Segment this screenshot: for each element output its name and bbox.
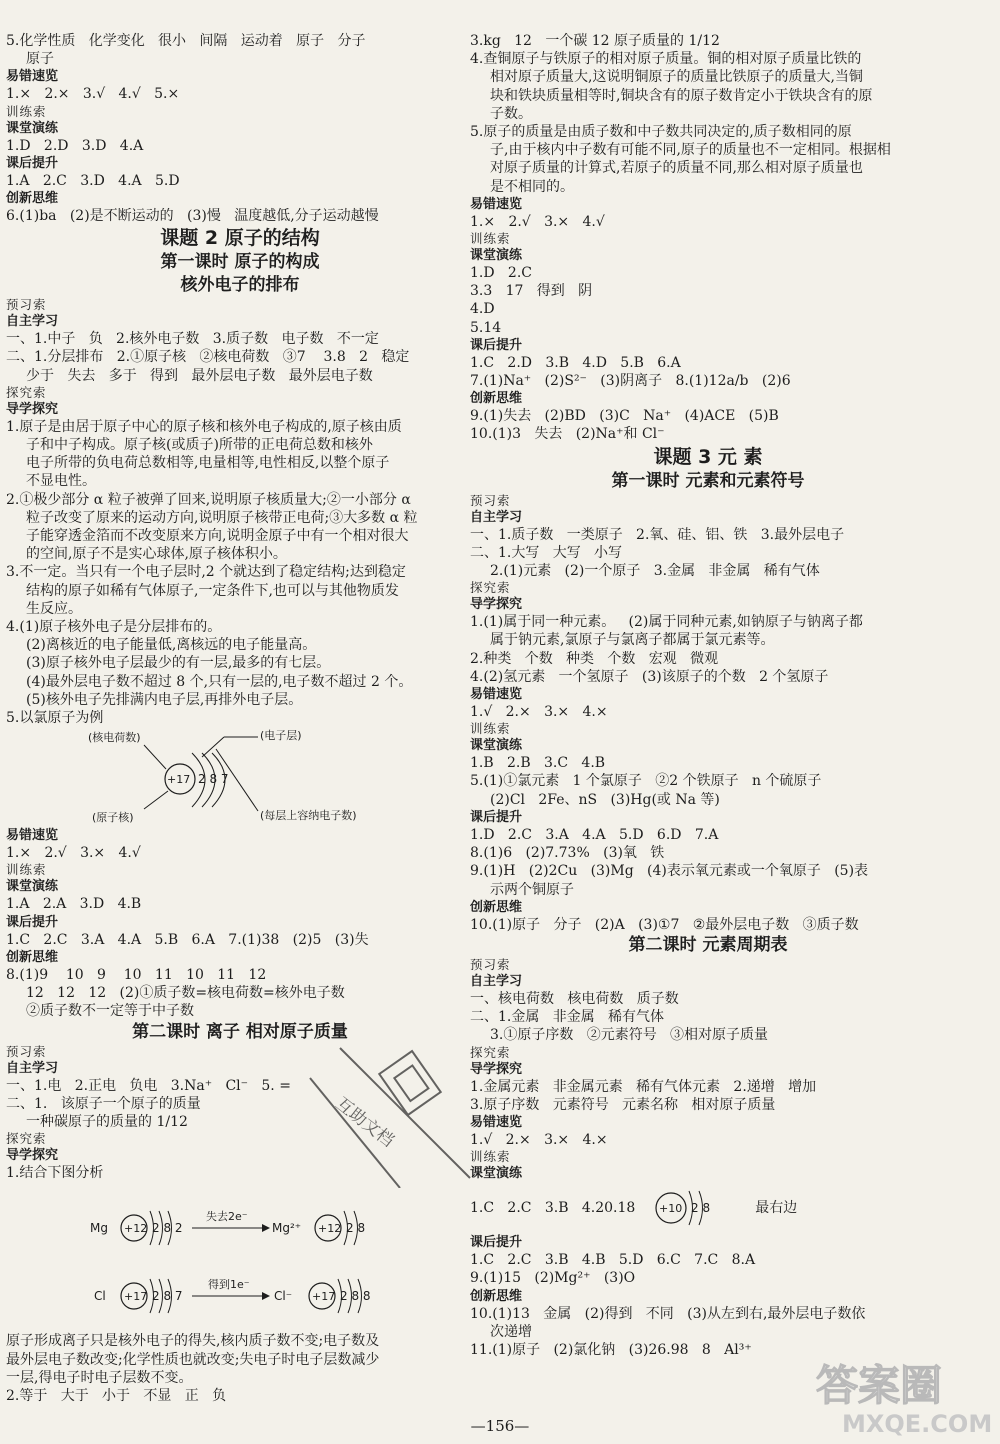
right-column <box>470 32 946 1359</box>
answer-line: 3.不一定。当只有一个电子层时,2 个就达到了稳定结构;达到稳定 <box>6 564 406 581</box>
answers-text: 1.C 2.C 3.B 4.20.18 <box>470 1200 636 1217</box>
ion-formation-diagram <box>56 1182 476 1332</box>
section-heading: 导学探究 <box>6 1148 59 1164</box>
mg-arrow-label: 失去2e⁻ <box>206 1210 248 1224</box>
answer-line: 4.查铜原子与铁原子的相对原子质量。铜的相对原子质量比铁的 <box>470 51 862 68</box>
answer-line: 二、1.金属 非金属 稀有气体 <box>470 1009 665 1026</box>
answer-line: 二、1.分层排布 2.①原子核 ②核电荷数 ③7 3.8 2 稳定 <box>6 349 410 366</box>
answer-line: (4)最外层电子数不超过 8 个,只有一层的,电子数不超过 2 个。 <box>26 673 413 690</box>
section-heading: 创新思维 <box>6 949 59 965</box>
answer-line: 1.(1)属于同一种元素。 (2)属于同种元素,如钠原子与钠离子都 <box>470 614 863 631</box>
answer-line: 1.C 2.C 3.A 4.A 5.B 6.A 7.(1)38 (2)5 (3)失 <box>6 931 369 948</box>
section-heading: 课后提升 <box>6 155 59 171</box>
answer-line: 1.C 2.C 3.B 4.B 5.D 6.C 7.C 8.A <box>470 1252 756 1269</box>
section-heading: 自主学习 <box>470 509 523 525</box>
ne-electron-numbers: 2 8 <box>691 1201 711 1216</box>
answer-line: 3.原子序数 元素符号 元素名称 相对原子质量 <box>470 1096 776 1113</box>
answer-line: 1.A 2.C 3.D 4.A 5.D <box>6 172 180 189</box>
section-heading: 导学探究 <box>470 597 523 613</box>
left-column <box>6 32 474 1405</box>
answer-line: 1.√ 2.× 3.× 4.× <box>470 1131 608 1148</box>
section-label: 预习索 <box>6 1043 47 1059</box>
answer-line: 一、1.质子数 一类原子 2.氧、硅、铝、铁 3.最外层电子 <box>470 526 845 543</box>
answer-line: 不显电性。 <box>26 473 96 490</box>
answer-line: 1.原子是由居于原子中心的原子核和核外电子构成的,原子核由质 <box>6 418 402 435</box>
svg-text:答案圈: 答案圈 <box>816 1361 943 1410</box>
answer-line: 5.化学性质 化学变化 很小 间隔 运动着 原子 分子 <box>6 33 366 49</box>
answer-line: 相对原子质量大,这说明铜原子的质量比铁原子的质量大,当铜 <box>490 69 863 86</box>
section-heading: 创新思维 <box>470 899 523 915</box>
pointer-line <box>144 791 168 809</box>
section-heading: 课堂演练 <box>6 120 59 136</box>
answer-line: (5)核外电子先排满内电子层,再排外电子层。 <box>26 691 303 708</box>
answer-line: 原子形成离子只是核外电子的得失,核内质子数不变;电子数及 <box>6 1333 380 1350</box>
answer-line: 9.(1)失去 (2)BD (3)C Na⁺ (4)ACE (5)B <box>470 408 779 425</box>
section-label: 预习索 <box>6 297 47 313</box>
answer-line: 一、1.电 2.正电 负电 3.Na⁺ Cl⁻ 5. = <box>6 1077 291 1094</box>
answer-line: 子和中子构成。原子核(或质子)所带的正电荷总数和核外 <box>26 437 373 454</box>
cl-nucleus-label: +17 <box>124 1290 148 1304</box>
mg-ion-symbol: Mg²⁺ <box>272 1221 302 1236</box>
neon-atom-diagram <box>649 1185 739 1231</box>
section-heading: 易错速览 <box>6 69 59 85</box>
ne-nucleus-label: +10 <box>659 1202 683 1216</box>
answer-line: 示两个铜原子 <box>490 881 574 898</box>
section-label: 训练索 <box>6 103 47 119</box>
section-heading: 创新思维 <box>6 191 59 207</box>
mg-ion-nucleus-label: +12 <box>318 1222 342 1236</box>
answer-tail: 最右边 <box>755 1200 798 1217</box>
answer-line: 3.kg 12 一个碳 12 原子质量的 1/12 <box>470 33 720 49</box>
answer-line: 10.(1)原子 分子 (2)A (3)①7 ②最外层电子数 ③质子数 <box>470 916 859 933</box>
answer-line: 5.14 <box>470 319 502 336</box>
answer-line: 生反应。 <box>26 600 82 617</box>
section-label: 训练索 <box>470 721 511 737</box>
cl-ion-symbol: Cl⁻ <box>274 1289 293 1304</box>
stamp-overlay <box>300 1038 490 1188</box>
answer-line: 3.3 17 得到 阴 <box>470 283 593 300</box>
answer-line: 12 12 12 (2)①质子数=核电荷数=核外电子数 <box>26 985 345 1002</box>
answer-line: 结构的原子如稀有气体原子,一定条件下,也可以与其他物质发 <box>26 582 399 599</box>
answer-line: 1.√ 2.× 3.× 4.× <box>470 704 608 721</box>
answer-line: 1.B 2.B 3.C 4.B <box>470 755 606 772</box>
answer-line: 5.以氯原子为例 <box>6 710 104 727</box>
lesson-title: 核外电子的排布 <box>180 275 300 296</box>
answer-line: 1.× 2.× 3.√ 4.√ 5.× <box>6 86 180 103</box>
mg-electron-numbers: 2 8 2 <box>152 1221 183 1236</box>
answer-line: (3)原子核外电子层最少的有一层,最多的有七层。 <box>26 655 331 672</box>
section-label: 探究索 <box>470 1044 511 1060</box>
answer-line: 2.种类 个数 种类 个数 宏观 微观 <box>470 650 719 667</box>
answer-line: 最外层电子数改变;化学性质也就改变;失电子时电子层数减少 <box>6 1351 380 1368</box>
section-heading: 导学探究 <box>6 401 59 417</box>
section-heading: 课后提升 <box>470 809 523 825</box>
answer-line: 是不相同的。 <box>490 178 574 195</box>
lesson-title: 第一课时 原子的构成 <box>160 252 320 273</box>
mg-nucleus-label: +12 <box>124 1222 148 1236</box>
answer-line: 1.D 2.C 3.A 4.A 5.D 6.D 7.A <box>470 826 719 843</box>
label-nucleus: (原子核) <box>92 811 134 825</box>
section-heading: 自主学习 <box>6 314 59 330</box>
section-heading: 课后提升 <box>470 337 523 353</box>
page-number: —156— <box>470 1417 530 1435</box>
section-label: 训练索 <box>470 231 511 247</box>
answer-line: 1.× 2.√ 3.× 4.√ <box>6 845 141 862</box>
answer-line: 块和铁块质量相等时,铜块含有的原子数肯定小于铁块含有的原 <box>490 87 873 104</box>
lesson-title: 第二课时 离子 相对原子质量 <box>132 1021 348 1042</box>
arrow-head <box>262 1292 270 1300</box>
answer-line: 2.(1)元素 (2)一个原子 3.金属 非金属 稀有气体 <box>490 563 820 580</box>
section-heading: 课堂演练 <box>6 879 59 895</box>
answer-line: 子,由于核内中子数有可能不同,原子的质量也不一定相同。根据相 <box>490 142 891 159</box>
answer-line: 的空间,原子不是实心球体,原子核体积小。 <box>26 546 287 563</box>
stamp-text: 互助文档 <box>331 1093 398 1152</box>
section-heading: 易错速览 <box>6 828 59 844</box>
section-heading: 创新思维 <box>470 1288 523 1304</box>
section-heading: 易错速览 <box>470 1114 523 1130</box>
answer-line: 3.①原子序数 ②元素符号 ③相对原子质量 <box>490 1027 769 1044</box>
answer-line: 1.A 2.A 3.D 4.B <box>6 896 142 913</box>
cl-ion-electron-numbers: 2 8 8 <box>340 1289 371 1304</box>
cl-ion-nucleus-label: +17 <box>312 1290 336 1304</box>
section-heading: 课堂演练 <box>470 248 523 264</box>
answer-line: 二、1.大写 大写 小写 <box>470 544 623 561</box>
answer-line: 1.D 2.C <box>470 265 533 282</box>
watermark <box>812 1356 992 1438</box>
arrow-head <box>262 1224 270 1232</box>
section-heading: 课堂演练 <box>470 1166 523 1182</box>
answer-line: 子数。 <box>490 105 532 122</box>
section-heading: 创新思维 <box>470 391 523 407</box>
answer-line: 2.等于 大于 小于 不显 正 负 <box>6 1387 227 1404</box>
cl-arrow-label: 得到1e⁻ <box>208 1278 250 1292</box>
section-label: 探究索 <box>6 1131 47 1147</box>
answer-line: 1.D 2.D 3.D 4.A <box>6 137 144 154</box>
answer-line: 1.金属元素 非金属元素 稀有气体元素 2.递增 增加 <box>470 1078 817 1095</box>
mg-ion-electron-numbers: 2 8 <box>346 1221 366 1236</box>
topic-title: 课题 2 原子的结构 <box>160 227 320 250</box>
answer-line: 9.(1)H (2)2Cu (3)Mg (4)表示氧元素或一个氧原子 (5)表 <box>470 863 869 880</box>
answer-line: 10.(1)13 金属 (2)得到 不同 (3)从左到右,最外层电子数依 <box>470 1305 866 1322</box>
section-label: 训练索 <box>470 1149 511 1165</box>
section-label: 预习索 <box>470 956 511 972</box>
section-heading: 自主学习 <box>6 1060 59 1076</box>
answer-line: 一层,得电子时电子层数不变。 <box>6 1369 193 1386</box>
answer-line: 子能穿透金箔而不改变原来方向,说明金原子中有一个相对很大 <box>26 528 409 545</box>
chlorine-atom-diagram <box>84 727 464 827</box>
section-heading: 易错速览 <box>470 196 523 212</box>
lesson-title: 第二课时 元素周期表 <box>628 934 788 955</box>
answer-line: 5.原子的质量是由质子数和中子数共同决定的,质子数相同的原 <box>470 124 852 141</box>
answer-line: 8.(1)9 10 9 10 11 10 11 12 <box>6 966 267 983</box>
label-electrons-per-shell: (每层上容纳电子数) <box>260 809 357 823</box>
answer-line: 对原子质量的计算式,若原子的质量不同,那么相对原子质量也 <box>490 160 863 177</box>
section-heading: 自主学习 <box>470 973 523 989</box>
label-electron-shell: (电子层) <box>260 729 302 743</box>
answer-line: 少于 失去 多于 得到 最外层电子数 最外层电子数 <box>26 367 373 384</box>
section-heading: 导学探究 <box>470 1061 523 1077</box>
answer-line: 粒子改变了原来的运动方向,说明原子核带正电荷;③大多数 α 粒 <box>26 509 418 526</box>
answer-line: 电子所带的负电荷总数相等,电量相等,电性相反,以整个原子 <box>26 455 390 472</box>
answer-line: ②质子数不一定等于中子数 <box>26 1003 194 1020</box>
section-heading: 易错速览 <box>470 687 523 703</box>
cl-symbol: Cl <box>94 1289 106 1304</box>
answer-line: 11.(1)原子 (2)氯化钠 (3)26.98 8 Al³⁺ <box>470 1341 752 1358</box>
answer-line: 二、1. 该原子一个原子的质量 <box>6 1095 201 1112</box>
answer-line: 5.(1)①氯元素 1 个氯原子 ②2 个铁原子 n 个硫原子 <box>470 773 822 790</box>
section-label: 训练索 <box>6 862 47 878</box>
section-label: 预习索 <box>470 492 511 508</box>
answer-line: 4.(1)原子核外电子是分层排布的。 <box>6 619 222 636</box>
answer-line: 一种碳原子的质量的 1/12 <box>26 1113 188 1130</box>
answer-line: 一、核电荷数 核电荷数 质子数 <box>470 990 679 1007</box>
answer-line: 2.①极少部分 α 粒子被弹了回来,说明原子核质量大;②一小部分 α <box>6 491 411 508</box>
label-nuclear-charge: (核电荷数) <box>88 731 141 745</box>
answer-line: 9.(1)15 (2)Mg²⁺ (3)O <box>470 1270 636 1287</box>
answer-line: 4.D <box>470 301 495 318</box>
section-label: 探究索 <box>6 384 47 400</box>
answer-line: 次递增 <box>490 1323 532 1340</box>
answer-line: 原子 <box>26 51 54 68</box>
cl-electron-numbers: 2 8 7 <box>198 772 229 787</box>
neon-answer-row <box>470 1182 946 1234</box>
answer-line: 1.× 2.√ 3.× 4.√ <box>470 213 605 230</box>
cl-electron-numbers: 2 8 7 <box>152 1289 183 1304</box>
answer-line: 1.结合下图分析 <box>6 1165 104 1182</box>
cl-nucleus-label: +17 <box>167 773 191 787</box>
topic-title: 课题 3 元 素 <box>653 445 763 468</box>
answer-line: 6.(1)ba (2)是不断运动的 (3)慢 温度越低,分子运动越慢 <box>6 208 379 225</box>
answer-line: (2)Cl 2Fe、nS (3)Hg(或 Na 等) <box>490 791 720 808</box>
answer-line: (2)离核近的电子能量低,离核远的电子能量高。 <box>26 637 317 654</box>
answer-line: 8.(1)6 (2)7.73% (3)氧 铁 <box>470 845 665 862</box>
answer-line: 属于钠元素,氯原子与氯离子都属于氯元素等。 <box>490 632 775 649</box>
section-heading: 课后提升 <box>470 1235 523 1251</box>
lesson-title: 第一课时 元素和元素符号 <box>611 470 805 491</box>
section-heading: 课后提升 <box>6 914 59 930</box>
mg-symbol: Mg <box>90 1221 108 1236</box>
section-heading: 课堂演练 <box>470 738 523 754</box>
answer-line: 4.(2)氢元素 一个氢原子 (3)该原子的个数 2 个氢原子 <box>470 668 829 685</box>
answer-line: 10.(1)3 失去 (2)Na⁺和 Cl⁻ <box>470 426 665 443</box>
answer-line: 7.(1)Na⁺ (2)S²⁻ (3)阴离子 8.(1)12a/b (2)6 <box>470 373 791 390</box>
section-label: 探究索 <box>470 580 511 596</box>
answer-line: 一、1.中子 负 2.核外电子数 3.质子数 电子数 不一定 <box>6 331 379 348</box>
svg-text:MXQE.COM: MXQE.COM <box>842 1410 992 1438</box>
pointer-line <box>144 745 166 769</box>
answer-line: 1.C 2.D 3.B 4.D 5.B 6.A <box>470 354 681 371</box>
